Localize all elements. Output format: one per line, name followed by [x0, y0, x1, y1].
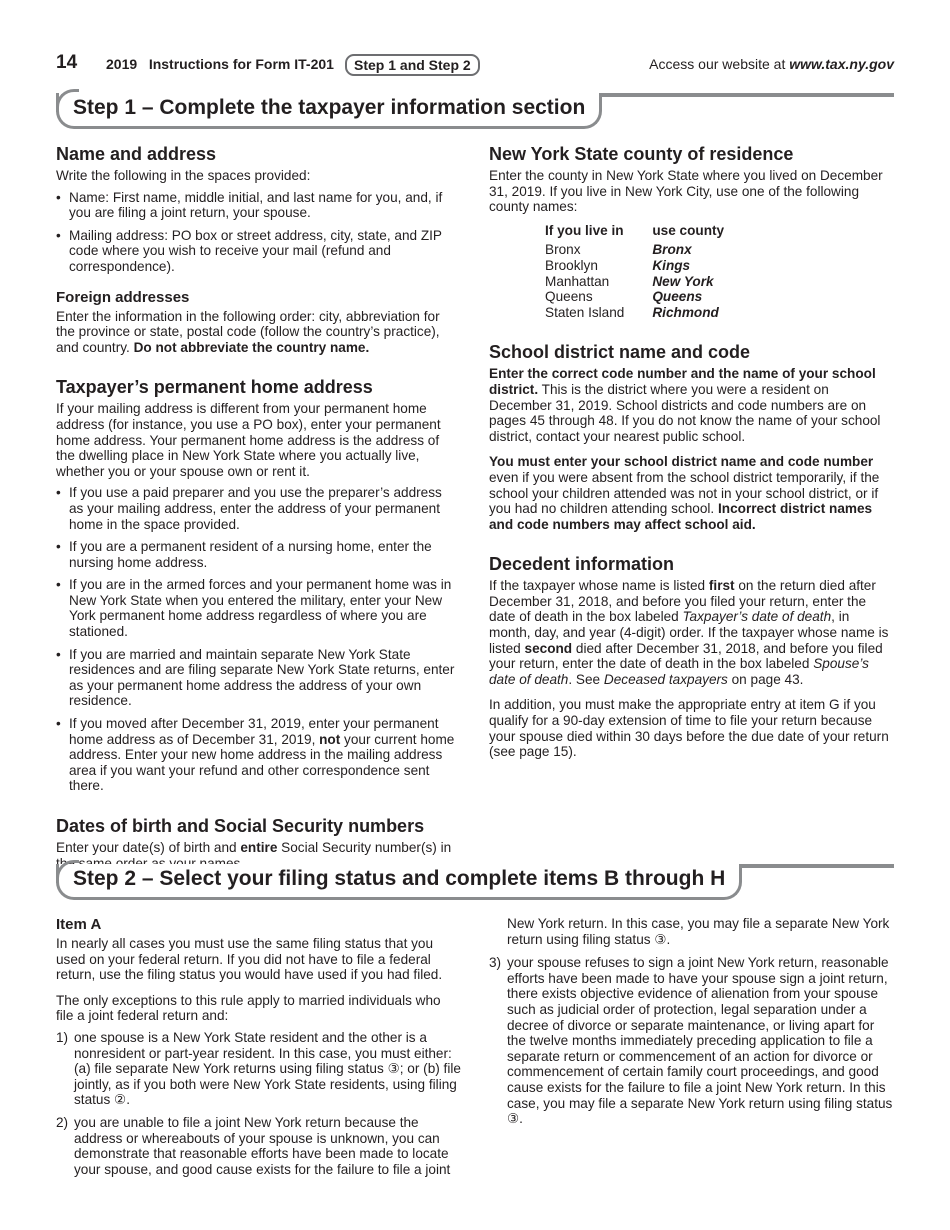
name-address-heading: Name and address	[56, 144, 217, 164]
website-prefix: Access our website at	[649, 56, 790, 72]
list-item: • Name: First name, middle initial, and last name for you, and, if you are filing a joint return, your spouse.	[56, 190, 456, 221]
list-item: • If you are married and maintain separate New York State residences and are filing separate New York State returns, enter as your permanent home address the address of your own residence.	[56, 647, 456, 709]
list-item: • If you use a paid preparer and you use the preparer’s address as your mailing address, enter the address of your permanent home in the space provided.	[56, 485, 456, 532]
text: on page 43.	[727, 671, 804, 687]
step1-banner	[56, 93, 894, 133]
item-a-paragraph-2: The only exceptions to this rule apply to married individuals who file a joint federal return and:	[56, 992, 441, 1024]
text-bold: second	[524, 640, 573, 656]
step1-title: Step 1 – Complete the taxpayer information section	[56, 93, 602, 129]
list-item	[56, 1115, 461, 1177]
table-row	[545, 242, 752, 258]
document-title: 2019 Instructions for Form IT-201	[106, 56, 334, 72]
county-cell: Richmond	[652, 304, 719, 320]
table-row	[545, 274, 752, 290]
name-address-list	[56, 190, 456, 275]
school-p2-bold: You must enter your school district name and code number	[489, 454, 874, 470]
borough-cell: Staten Island	[545, 304, 625, 320]
list-item	[489, 955, 894, 1127]
dob-text-b: Social Security number(s) in	[281, 840, 452, 855]
county-cell: Queens	[652, 289, 703, 305]
step2-banner	[56, 864, 894, 904]
step1-right-column	[489, 144, 894, 782]
text: died after December 31, 2018, and before you filed your return, enter the date of death in the box labeled	[489, 640, 883, 672]
text-italic: Deceased taxpayers	[603, 671, 728, 687]
foreign-text-body: Enter the information in the following order: city, abbreviation for the province or state, postal code (follow the country’s practice), and country.	[56, 308, 440, 355]
decedent-paragraph-2: In addition, you must make the appropriate entry at item G if you qualify for a 90-day extension of time to file your return because your spouse died within 30 days before the due date of your return (see page 15).	[489, 697, 889, 760]
permanent-list	[56, 485, 456, 794]
dob-text-a: Enter your date(s) of birth and	[56, 840, 241, 855]
bullet-bold: not	[319, 731, 341, 747]
item-text: one spouse is a New York State resident and the other is a nonresident or part-year resident. In this case, you must either: (a) file separate New York returns using filing status ③; or (b) file jointly, as if you both were New York State residents, using filing status ②.	[74, 1029, 461, 1108]
list-item	[56, 716, 456, 794]
item-a-paragraph-1: In nearly all cases you must use the same filing status that you used on your federal return. If you did not have to file a federal return, use the filing status you would have used if you had filed.	[56, 936, 443, 983]
page-number: 14	[56, 52, 78, 73]
borough-cell: Bronx	[545, 242, 581, 258]
school-p2-bold2: Incorrect district names and code numbers may affect school aid.	[489, 501, 873, 532]
school-paragraph-1	[489, 366, 894, 444]
school-heading: School district name and code	[489, 342, 751, 363]
text: on the return died after December 31, 2018, and before you filed your return, enter the date of death in the box labeled	[489, 578, 876, 625]
dob-text-bold: entire	[240, 840, 278, 855]
borough-cell: Brooklyn	[545, 257, 598, 273]
borough-cell: Manhattan	[545, 273, 610, 289]
step2-left-column	[56, 916, 461, 1184]
table-row	[545, 258, 752, 274]
table-row	[545, 305, 752, 321]
county-cell: Kings	[652, 257, 691, 273]
school-paragraph-2	[489, 454, 894, 532]
foreign-heading: Foreign addresses	[56, 288, 190, 306]
exceptions-list-continued	[489, 955, 894, 1127]
county-cell: New York	[652, 273, 714, 289]
permanent-intro: If your mailing address is different from your permanent home address (for instance, you use a PO box), enter your permanent home address. Your permanent home address is the address of the dwelling place in New York State where you actually live, whether you or your spouse own or rent it.	[56, 401, 441, 479]
permanent-address-section	[56, 377, 456, 794]
column-header: use county	[652, 222, 725, 238]
school-section	[489, 342, 894, 532]
county-cell: Bronx	[652, 242, 692, 258]
text-bold: first	[708, 578, 735, 594]
decedent-section	[489, 554, 894, 760]
exceptions-list	[56, 1030, 461, 1177]
section-tab: Step 1 and Step 2	[345, 54, 480, 76]
school-p1-bold: Enter the correct code number and the name of your school district.	[489, 366, 876, 397]
item-text: you are unable to file a joint New York return because the address or whereabouts of your spouse is unknown, you can demonstrate that reasonable efforts have been made to locate your spouse, and good cause exists for the failure to file a joint	[74, 1114, 451, 1177]
website-link[interactable]: www.tax.ny.gov	[789, 56, 894, 72]
foreign-text-bold: Do not abbreviate the country name.	[133, 339, 370, 355]
table-row	[545, 289, 752, 305]
bullet-text: If you moved after December 31, 2019, enter your permanent home address as of December 31, 2019,	[69, 716, 439, 747]
decedent-heading: Decedent information	[489, 554, 675, 575]
website-note	[649, 56, 894, 72]
dob-heading: Dates of birth and Social Security numbers	[56, 816, 425, 836]
list-item	[56, 1030, 461, 1108]
foreign-text	[56, 309, 456, 356]
county-intro: Enter the county in New York State where you lived on December 31, 2019. If you live in New York City, use one of the following county names:	[489, 168, 883, 215]
school-p2-text: even if you were absent from the school district temporarily, if the school your children attended was not in your school district, or if you had no children attending school.	[489, 469, 880, 517]
text-italic: Spouse’s date of death	[489, 656, 869, 687]
list-item: • If you are a permanent resident of a nursing home, enter the nursing home address.	[56, 539, 456, 570]
text: , in month, day, and year (4-digit) order. If the taxpayer whose name is listed	[489, 609, 889, 656]
county-section	[489, 144, 894, 320]
school-p1-text: This is the district where you were a resident on December 31, 2019. School districts and code numbers are on pages 45 through 48. If you do not know the name of your school district, contact your nearest public school.	[489, 381, 881, 444]
item-a-heading: Item A	[56, 916, 102, 933]
decedent-paragraph-1	[489, 578, 894, 687]
list-item: • Mailing address: PO box or street address, city, state, and ZIP code where you wish to receive your mail (refund and correspondence).	[56, 228, 456, 275]
item-text: your spouse refuses to sign a joint New York return, reasonable efforts have been made to have your spouse sign a joint return, there exists objective evidence of alienation from your spouse such as judicial order of protection, legal separation under a decree of divorce or separate maintenance, or living apart for the twelve months immediately preceding application to file a separate return or commencement of an action for divorce or commencement of certain family court proceedings, and good cause exists for the failure to file a joint New York return. In this case, you may file a separate New York return using filing status ③.	[507, 955, 893, 1127]
step2-right-column	[489, 916, 894, 1134]
county-table	[545, 223, 752, 321]
bullet-text: your current home address. Enter your new home address in the mailing address area if you want your refund and other correspondence sent there.	[69, 731, 455, 794]
dob-section	[56, 816, 456, 871]
item-number: 3)	[489, 955, 502, 971]
step2-title: Step 2 – Select your filing status and complete items B through H	[56, 864, 742, 900]
column-header: If you live in	[545, 222, 624, 238]
text: . See	[568, 671, 604, 687]
item-number: 2)	[56, 1114, 69, 1130]
county-heading: New York State county of residence	[489, 144, 794, 164]
text-italic: Taxpayer’s date of death	[682, 609, 832, 625]
step1-left-column	[56, 144, 456, 893]
text: If the taxpayer whose name is listed	[489, 578, 709, 594]
item-number: 1)	[56, 1029, 69, 1045]
borough-cell: Queens	[545, 289, 593, 305]
list-item: • If you are in the armed forces and your permanent home was in New York State when you entered the military, enter your New York permanent home address regardless of where you are stationed.	[56, 577, 456, 639]
table-header-row	[545, 223, 752, 243]
permanent-heading: Taxpayer’s permanent home address	[56, 377, 373, 398]
item-2-continued: New York return. In this case, you may file a separate New York return using filing status ③.	[507, 916, 890, 947]
name-address-intro: Write the following in the spaces provided:	[56, 168, 311, 183]
name-address-section	[56, 144, 456, 355]
page-header	[56, 52, 894, 80]
